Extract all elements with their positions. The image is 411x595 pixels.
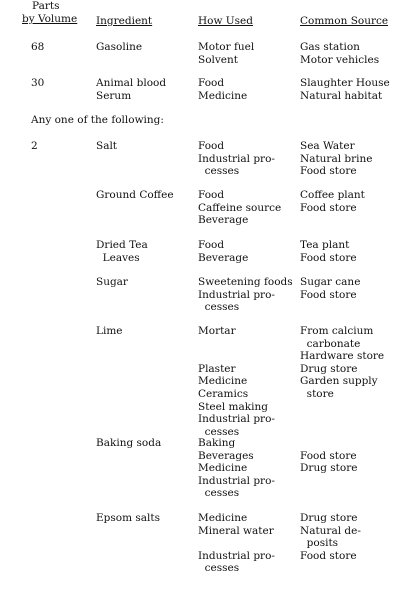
option-sugar-sources: Sugar cane Food store [300,276,361,301]
option-tea-uses: Food Beverage [198,239,249,264]
header-ingredient: Ingredient [96,15,153,27]
option-lime-ingredient: Lime [96,325,123,337]
option-epsom-salts-ingredient: Epsom salts [96,512,161,524]
option-epsom-salts-uses: Medicine Mineral water Industrial pro- cesses [198,512,275,575]
option-salt-sources: Sea Water Natural brine Food store [300,140,373,178]
option-salt-uses: Food Industrial pro- cesses [198,140,275,178]
option-coffee-ingredient: Ground Coffee [96,189,174,201]
option-lime-sources: From calcium carbonate Hardware store Drug store Garden supply store [300,325,385,400]
header-parts [22,0,77,25]
option-baking-soda-uses: Baking Beverages Medicine Industrial pro- cesses [198,437,275,500]
options-note: Any one of the following: [31,114,164,126]
options-parts: 2 [31,140,38,152]
row-blood-ingredient: Animal blood Serum [96,77,167,102]
option-baking-soda-sources: Food store Drug store [300,449,358,475]
option-tea-ingredient: Dried Tea Leaves [96,239,148,264]
option-sugar-ingredient: Sugar [96,276,128,288]
header-parts-line1: Parts [32,0,60,12]
option-sugar-uses: Sweetening foods Industrial pro- cesses [198,276,293,314]
row-gasoline-sources: Gas station Motor vehicles [300,41,380,66]
option-coffee-uses: Food Caffeine source Beverage [198,189,282,227]
header-how-used: How Used [198,15,253,27]
row-gasoline-ingredient: Gasoline [96,41,143,53]
option-salt-ingredient: Salt [96,140,118,152]
row-gasoline-parts: 68 [31,41,45,53]
row-blood-uses: Food Medicine [198,77,248,102]
option-tea-sources: Tea plant Food store [300,239,357,264]
option-coffee-sources: Coffee plant Food store [300,189,365,214]
row-blood-sources: Slaughter House Natural habitat [300,77,390,102]
option-epsom-salts-sources: Drug store Natural de- posits Food store [300,512,361,562]
header-parts-line2: by Volume [22,12,78,25]
option-lime-uses: Mortar Plaster Medicine Ceramics Steel making Industrial pro- cesses [198,325,275,438]
option-baking-soda-ingredient: Baking soda [96,437,162,449]
row-gasoline-uses: Motor fuel Solvent [198,41,255,66]
header-common-source: Common Source [300,15,389,27]
row-blood-parts: 30 [31,77,45,89]
